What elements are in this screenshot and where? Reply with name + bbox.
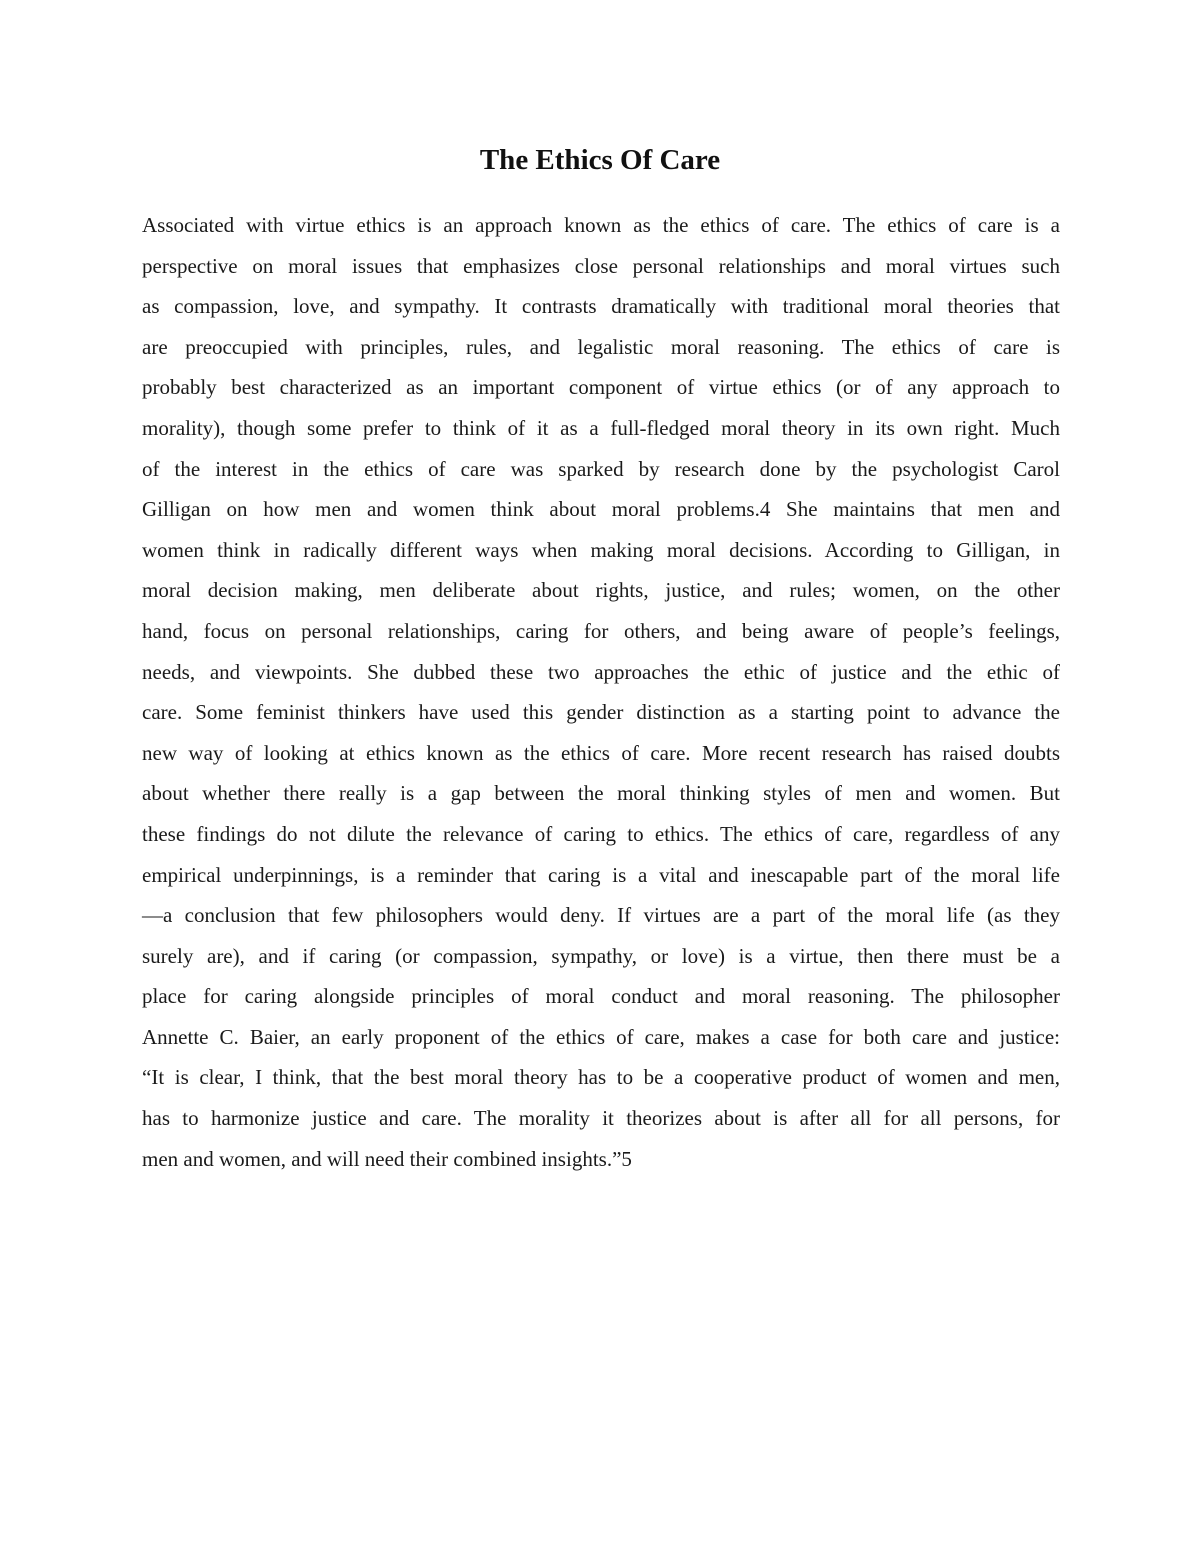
paragraph-line: women think in radically different ways when making moral decisions. According to Gilligan, in: [142, 537, 1060, 562]
paragraph-line: care. Some feminist thinkers have used this gender distinction as a starting point to advance the: [142, 700, 1060, 725]
body-paragraph: [142, 205, 1060, 1179]
paragraph-line: about whether there really is a gap between the moral thinking styles of men and women. But: [142, 781, 1060, 806]
paragraph-line: place for caring alongside principles of moral conduct and moral reasoning. The philosopher: [142, 984, 1060, 1009]
paragraph-line: empirical underpinnings, is a reminder that caring is a vital and inescapable part of the moral life: [142, 862, 1060, 887]
paragraph-line: hand, focus on personal relationships, caring for others, and being aware of people’s feelings,: [142, 618, 1060, 643]
paragraph-line: “It is clear, I think, that the best moral theory has to be a cooperative product of women and men,: [142, 1065, 1060, 1090]
paragraph-line: new way of looking at ethics known as the ethics of care. More recent research has raised doubts: [142, 740, 1060, 765]
paragraph-line: these findings do not dilute the relevance of caring to ethics. The ethics of care, regardless of any: [142, 821, 1060, 846]
paragraph-line: perspective on moral issues that emphasizes close personal relationships and moral virtues such: [142, 253, 1060, 278]
paragraph-line: has to harmonize justice and care. The morality it theorizes about is after all for all persons, for: [142, 1106, 1060, 1131]
paragraph-line: surely are), and if caring (or compassion, sympathy, or love) is a virtue, then there must be a: [142, 943, 1060, 968]
paragraph-line: —a conclusion that few philosophers would deny. If virtues are a part of the moral life (as they: [142, 903, 1060, 928]
paragraph-line: Associated with virtue ethics is an approach known as the ethics of care. The ethics of care is a: [142, 213, 1060, 237]
paragraph-line: morality), though some prefer to think of it as a full-fledged moral theory in its own right. Much: [142, 415, 1060, 440]
paragraph-line: of the interest in the ethics of care was sparked by research done by the psychologist Carol: [142, 456, 1060, 481]
paragraph-line: moral decision making, men deliberate about rights, justice, and rules; women, on the other: [142, 578, 1060, 603]
paragraph-line: needs, and viewpoints. She dubbed these two approaches the ethic of justice and the ethic of: [142, 659, 1060, 684]
document-title: The Ethics Of Care: [479, 144, 721, 176]
paragraph-line: as compassion, love, and sympathy. It contrasts dramatically with traditional moral theories that: [142, 294, 1060, 319]
paragraph-line: Annette C. Baier, an early proponent of the ethics of care, makes a case for both care and justice:: [142, 1024, 1060, 1049]
paragraph-line: Gilligan on how men and women think about moral problems.4 She maintains that men and: [142, 497, 1060, 522]
paragraph-line: probably best characterized as an important component of virtue ethics (or of any approach to: [142, 375, 1060, 400]
paragraph-line: men and women, and will need their combined insights.”5: [142, 1146, 632, 1171]
paragraph-line: are preoccupied with principles, rules, and legalistic moral reasoning. The ethics of care is: [142, 334, 1060, 359]
